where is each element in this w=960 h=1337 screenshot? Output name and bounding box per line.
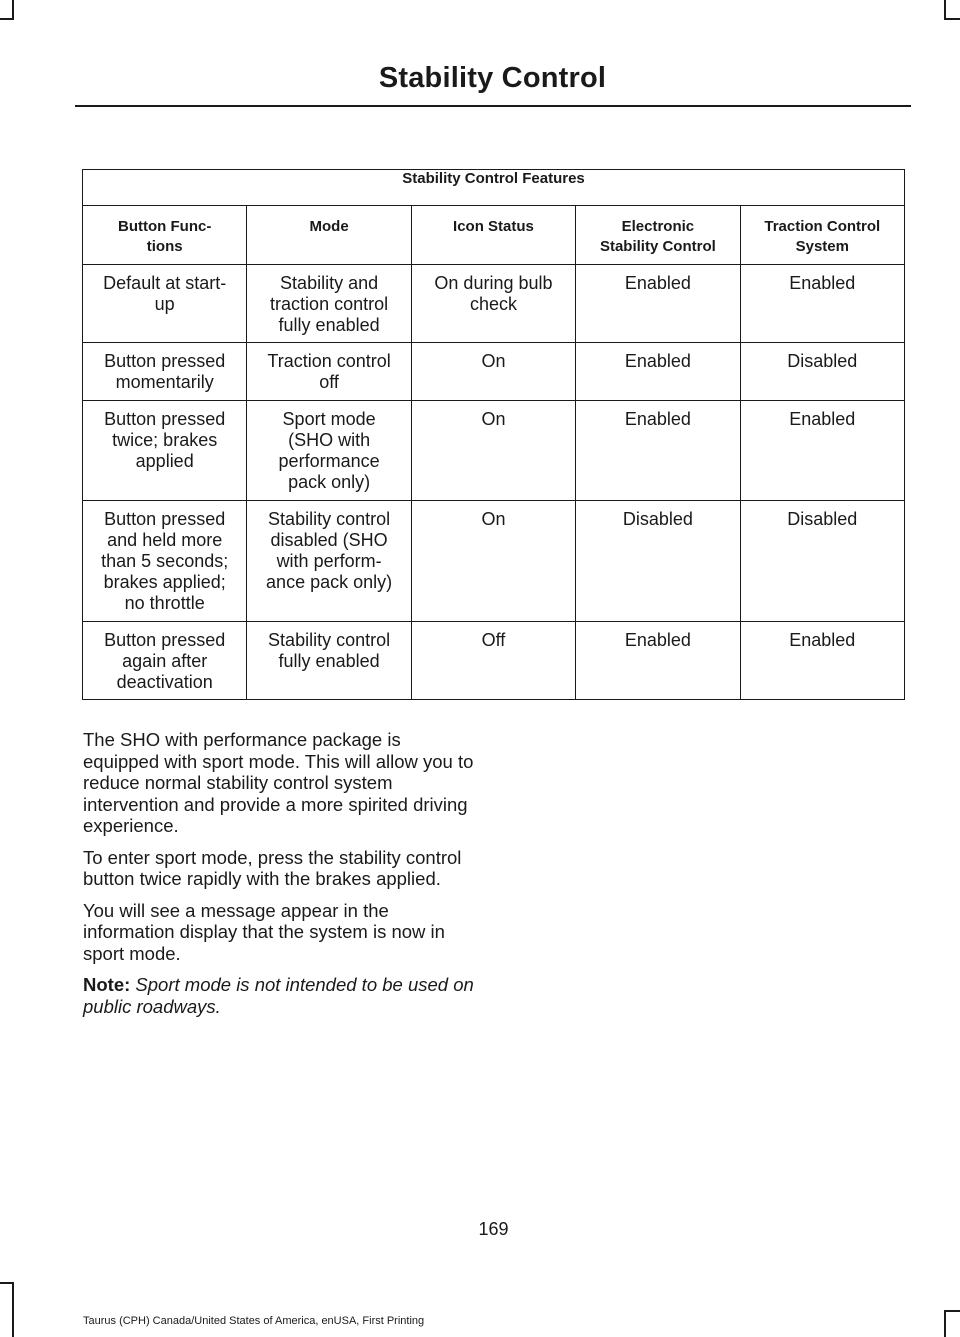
cell-icon-status: On — [411, 401, 575, 501]
table-row — [83, 343, 905, 401]
cell-esc: Enabled — [576, 343, 740, 401]
note-label: Note: — [83, 974, 131, 995]
table-row — [83, 401, 905, 501]
page-title: Stability Control — [378, 62, 607, 94]
crop-mark — [0, 18, 14, 20]
cell-button-function: Button pressed again after deactivation — [83, 622, 247, 700]
cell-esc: Enabled — [576, 622, 740, 700]
cell-esc: Disabled — [576, 501, 740, 622]
cell-esc: Enabled — [576, 265, 740, 343]
table-title: Stability Control Features — [83, 170, 905, 206]
cell-icon-status: Off — [411, 622, 575, 700]
table-row — [83, 265, 905, 343]
crop-mark — [944, 18, 960, 20]
paragraph: You will see a message appear in the information display that the system is now in sport mode. — [83, 899, 445, 964]
cell-tcs: Enabled — [740, 622, 904, 700]
crop-mark — [0, 1282, 14, 1284]
cell-tcs: Enabled — [740, 401, 904, 501]
cell-esc: Enabled — [576, 401, 740, 501]
crop-mark — [944, 0, 946, 20]
footer-text: Taurus (CPH) Canada/United States of America, enUSA, First Printing — [83, 1315, 425, 1327]
cell-button-function: Button pressed twice; brakes applied — [83, 401, 247, 501]
cell-button-function: Button pressed and held more than 5 seconds; brakes applied; no throttle — [83, 501, 247, 622]
cell-button-function: Button pressed momentarily — [83, 343, 247, 401]
crop-mark — [944, 1310, 960, 1312]
cell-icon-status: On — [411, 501, 575, 622]
page-number: 169 — [478, 1219, 509, 1239]
header-divider — [75, 105, 911, 107]
cell-icon-status: On — [411, 343, 575, 401]
cell-tcs: Disabled — [740, 501, 904, 622]
table-row — [83, 622, 905, 700]
note — [83, 974, 478, 1017]
column-header-mode: Mode — [247, 206, 411, 265]
cell-mode: Stability and traction control fully enabled — [247, 265, 411, 343]
cell-mode: Stability control disabled (SHO with perform- ance pack only) — [247, 501, 411, 622]
column-header-traction-control-system: Traction Control System — [740, 206, 904, 265]
cell-tcs: Disabled — [740, 343, 904, 401]
column-header-icon-status: Icon Status — [411, 206, 575, 265]
cell-tcs: Enabled — [740, 265, 904, 343]
cell-button-function: Default at start- up — [83, 265, 247, 343]
cell-mode: Stability control fully enabled — [247, 622, 411, 700]
cell-icon-status: On during bulb check — [411, 265, 575, 343]
crop-mark — [12, 1282, 14, 1337]
paragraph: To enter sport mode, press the stability control button twice rapidly with the brakes applied. — [83, 846, 462, 889]
stability-control-features-table — [82, 169, 905, 700]
table-row — [83, 501, 905, 622]
cell-mode: Traction control off — [247, 343, 411, 401]
paragraph: The SHO with performance package is equipped with sport mode. This will allow you to reduce normal stability control system intervention and provide a more spirited driving experience. — [83, 729, 474, 836]
crop-mark — [944, 1310, 946, 1337]
note-text: Sport mode is not intended to be used on public roadways. — [83, 974, 474, 1017]
column-header-button-functions: Button Func- tions — [83, 206, 247, 265]
body-text — [83, 729, 478, 1027]
cell-mode: Sport mode (SHO with performance pack only) — [247, 401, 411, 501]
column-header-electronic-stability-control: Electronic Stability Control — [576, 206, 740, 265]
crop-mark — [12, 0, 14, 20]
